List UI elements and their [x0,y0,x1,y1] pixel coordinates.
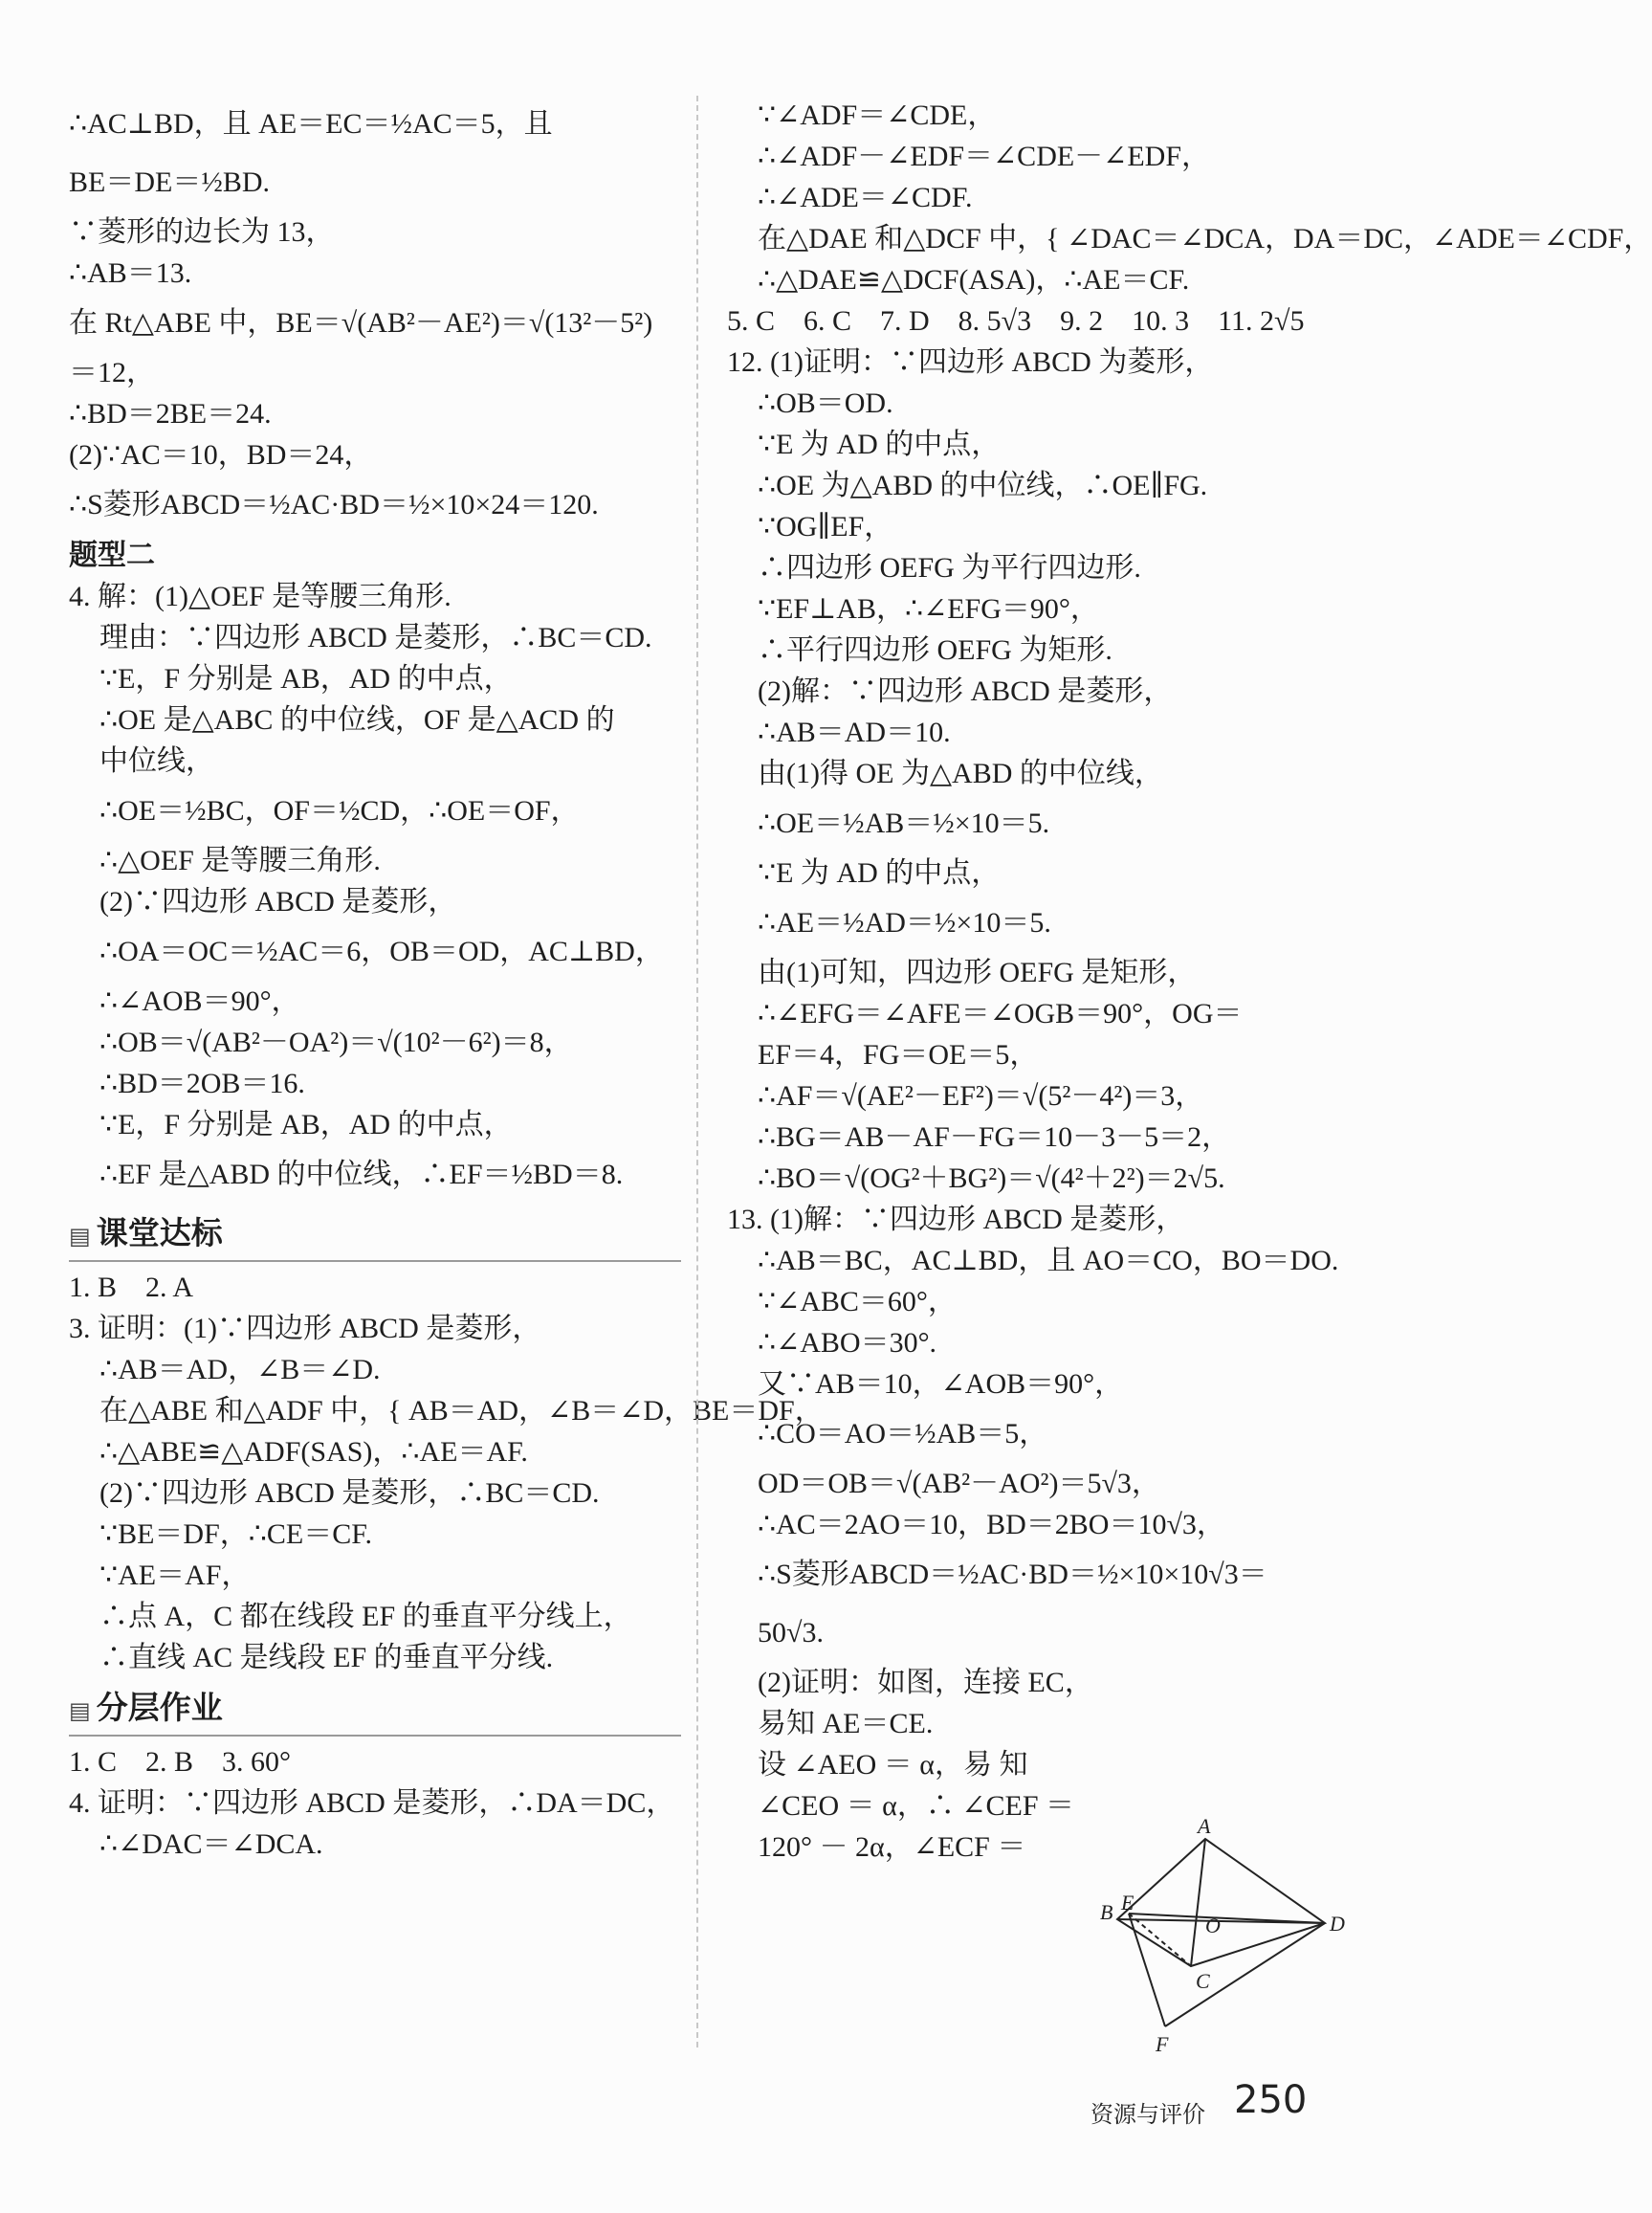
solution-line: ∴平行四边形 OEFG 为矩形. [758,634,1112,666]
section-heading-label: 分层作业 [96,1689,223,1726]
section-heading [69,1209,681,1262]
solution-line: 1. B 2. A [69,1272,194,1303]
label-o: O [1205,1914,1221,1937]
solution-line: OD＝OB＝√(AB²－AO²)＝5√3， [758,1468,1160,1499]
solution-line: ∴△ABE≌△ADF(SAS)，∴AE＝AF. [99,1436,528,1468]
solution-line: ∴CO＝AO＝½AB＝5， [758,1418,1048,1450]
solution-line: ∴BD＝2BE＝24. [69,398,272,430]
solution-line: EF＝4，FG＝OE＝5， [758,1039,1039,1071]
section-heading [69,1684,681,1737]
solution-line: ∴OB＝OD. [758,387,893,419]
label-e: E [1121,1891,1134,1914]
solution-line: ∵E，F 分别是 AB，AD 的中点， [99,663,513,695]
solution-line: 1. C 2. B 3. 60° [69,1746,292,1778]
label-b: B [1100,1900,1113,1924]
solution-line: ∴S菱形ABCD＝½AC·BD＝½×10×24＝120. [69,489,599,520]
solution-line: ∴∠ADF－∠EDF＝∠CDE－∠EDF， [758,141,1210,172]
solution-line: ∴直线 AC 是线段 EF 的垂直平分线. [99,1642,554,1673]
solution-line: ∴AE＝½AD＝½×10＝5. [758,907,1051,939]
solution-line: (2)解：∵四边形 ABCD 是菱形， [758,675,1173,707]
solution-line: 又∵AB＝10，∠AOB＝90°， [758,1368,1124,1400]
solution-line: ∵E 为 AD 的中点， [758,857,1001,889]
label-a: A [1198,1814,1211,1838]
solution-line: 设 ∠AEO ＝ α，易 知 [758,1749,1028,1781]
solution-line: ∴BD＝2OB＝16. [99,1068,305,1099]
solution-line: ∵∠ADF＝∠CDE， [758,100,997,131]
solution-line: ∴△DAE≌△DCF(ASA)，∴AE＝CF. [758,264,1190,296]
solution-line: ∴∠AOB＝90°， [99,985,300,1017]
segment-fd [1165,1923,1325,2026]
solution-line: ∴AC＝2AO＝10，BD＝2BO＝10√3， [758,1509,1225,1540]
solution-line: ∴AB＝AD＝10. [758,717,951,748]
solution-line: 50√3. [758,1617,824,1649]
solution-line: (2)证明：如图，连接 EC， [758,1667,1093,1698]
solution-line: ∵OG∥EF， [758,511,893,542]
solution-line: ∴EF 是△ABD 的中位线，∴EF＝½BD＝8. [99,1159,624,1190]
label-d: D [1330,1912,1345,1936]
solution-line: ∴△OEF 是等腰三角形. [99,845,381,876]
solution-line: ∵BE＝DF，∴CE＝CF. [99,1518,372,1550]
diagonal-ac [1191,1839,1205,1966]
solution-line: ∴∠EFG＝∠AFE＝∠OGB＝90°，OG＝ [758,998,1243,1029]
solution-line: ∠CEO ＝ α，∴ ∠CEF ＝ [758,1790,1075,1822]
solution-line: (2)∵四边形 ABCD 是菱形， [99,886,457,918]
solution-line: ∴∠ADE＝∠CDF. [758,182,973,213]
subsection-heading: 题型二 [69,539,155,572]
solution-line: ∴点 A，C 都在线段 EF 的垂直平分线上， [99,1601,632,1632]
label-f: F [1156,2032,1169,2056]
section-icon: ▤ [69,1697,91,1724]
solution-line: 易知 AE＝CE. [758,1708,934,1739]
solution-line: ∵E，F 分别是 AB，AD 的中点， [99,1109,513,1140]
label-c: C [1196,1969,1210,1993]
section-icon: ▤ [69,1223,91,1250]
solution-line: ∴OE 为△ABD 的中位线，∴OE∥FG. [758,470,1208,501]
solution-line: ∵菱形的边长为 13， [69,216,335,248]
segment-ef [1129,1914,1165,2026]
solution-line: 12. (1)证明：∵四边形 ABCD 为菱形， [727,346,1214,378]
solution-line: 中位线， [99,745,214,777]
solution-line: ∴AB＝13. [69,257,192,289]
solution-line: ∴OB＝√(AB²－OA²)＝√(10²－6²)＝8， [99,1027,573,1058]
solution-line: ∴OE＝½BC，OF＝½CD，∴OE＝OF， [99,795,580,827]
solution-line: 120° － 2α，∠ECF ＝ [758,1831,1026,1863]
solution-line: ∴AB＝BC，AC⊥BD，且 AO＝CO，BO＝DO. [758,1245,1339,1276]
solution-line: 在△ABE 和△ADF 中，{ AB＝AD，∠B＝∠D，BE＝DF， [99,1395,824,1427]
section-heading-label: 课堂达标 [96,1214,223,1251]
right-column [727,96,1652,1869]
rhombus-diagram [1100,1814,1387,2057]
solution-line: ∴OA＝OC＝½AC＝6，OB＝OD，AC⊥BD， [99,936,664,967]
solution-line: 在 Rt△ABE 中，BE＝√(AB²－AE²)＝√(13²－5²) [69,307,653,339]
rhombus-abcd [1117,1839,1325,1966]
solution-line: (2)∵AC＝10，BD＝24， [69,439,373,471]
solution-line: 在△DAE 和△DCF 中，{ ∠DAC＝∠DCA，DA＝DC，∠ADE＝∠CDF， [758,223,1652,254]
solution-line: ∴BO＝√(OG²＋BG²)＝√(4²＋2²)＝2√5. [758,1162,1225,1194]
solution-line: ∴AC⊥BD，且 AE＝EC＝½AC＝5，且 [69,108,553,140]
solution-line: ∵AE＝AF， [99,1560,251,1591]
solution-line: BE＝DE＝½BD. [69,166,270,198]
solution-line: ＝12， [69,357,155,388]
footer-label: 资源与评价 [1090,2101,1205,2128]
solution-line: 理由：∵四边形 ABCD 是菱形，∴BC＝CD. [99,622,652,653]
solution-line: ∴OE 是△ABC 的中位线，OF 是△ACD 的 [99,704,615,736]
solution-line: ∴∠DAC＝∠DCA. [99,1828,323,1860]
solution-line: ∴S菱形ABCD＝½AC·BD＝½×10×10√3＝ [758,1559,1267,1590]
solution-line: ∵EF⊥AB，∴∠EFG＝90°， [758,593,1099,625]
page-number: 250 [1234,2078,1308,2122]
solution-line: ∴AF＝√(AE²－EF²)＝√(5²－4²)＝3， [758,1080,1204,1112]
solution-line: 5. C 6. C 7. D 8. 5√3 9. 2 10. 3 11. 2√5 [727,305,1305,337]
solution-line: ∴∠ABO＝30°. [758,1327,937,1359]
solution-line: ∴AB＝AD，∠B＝∠D. [99,1354,381,1385]
solution-line: 由(1)可知，四边形 OEFG 是矩形， [758,957,1197,988]
solution-line: 3. 证明：(1)∵四边形 ABCD 是菱形， [69,1313,541,1344]
solution-line: 13. (1)解：∵四边形 ABCD 是菱形， [727,1204,1185,1235]
solution-line: (2)∵四边形 ABCD 是菱形，∴BC＝CD. [99,1477,600,1509]
column-divider [696,96,698,2047]
solution-line: ∴OE＝½AB＝½×10＝5. [758,808,1050,839]
solution-line: 4. 证明：∵四边形 ABCD 是菱形，∴DA＝DC， [69,1787,675,1819]
solution-line: ∵E 为 AD 的中点， [758,429,1001,460]
solution-line: 4. 解：(1)△OEF 是等腰三角形. [69,581,452,612]
solution-line: ∵∠ABC＝60°， [758,1286,957,1317]
solution-line: ∴四边形 OEFG 为平行四边形. [758,552,1141,584]
solution-line: ∴BG＝AB－AF－FG＝10－3－5＝2， [758,1121,1231,1153]
solution-line: 由(1)得 OE 为△ABD 的中位线， [758,758,1163,789]
